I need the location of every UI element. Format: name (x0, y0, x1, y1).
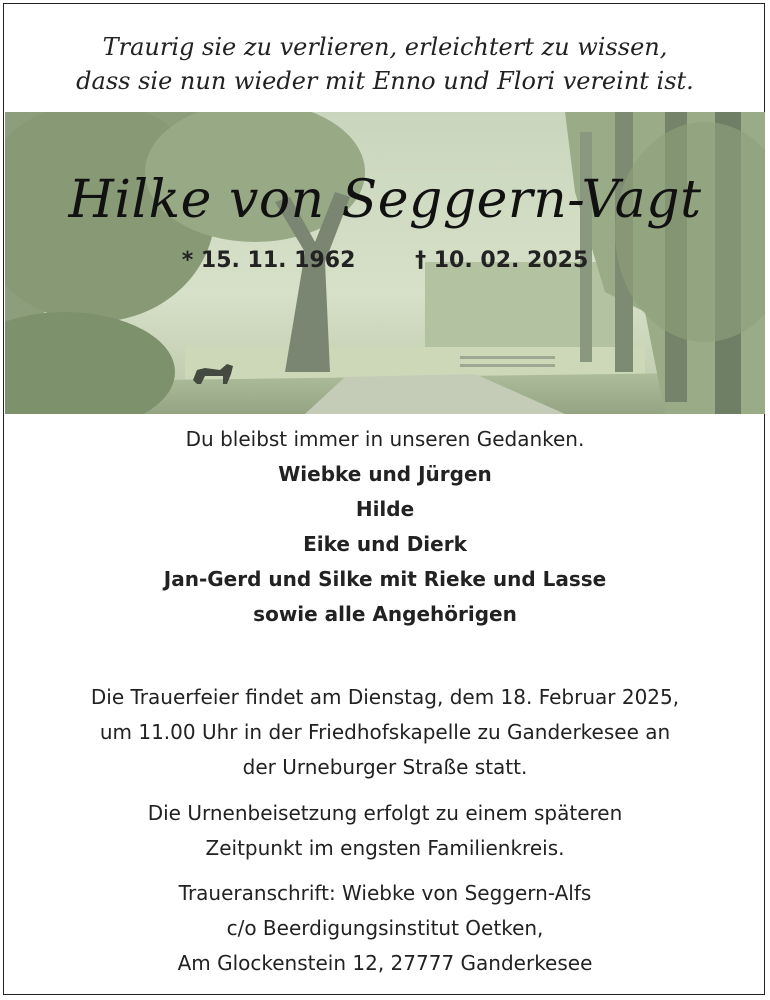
burial-line: Zeitpunkt im engsten Familienkreis. (205, 836, 565, 860)
mourner-name: Jan-Gerd und Silke mit Rieke und Lasse (163, 567, 607, 591)
mourners-section (0, 422, 770, 632)
quote-line: dass sie nun wieder mit Enno und Flori vereint ist. (76, 67, 694, 95)
deceased-name: Hilke von Seggern-Vagt (68, 170, 702, 230)
mourner-name: Hilde (355, 497, 415, 521)
mourner-name: Eike und Dierk (303, 532, 467, 556)
burial-line: Die Urnenbeisetzung erfolgt zu einem späteren (147, 801, 623, 825)
mourner-name: Wiebke und Jürgen (278, 462, 492, 486)
mourning-address (0, 876, 770, 981)
birth-date: * 15. 11. 1962 (181, 248, 356, 273)
death-date: † 10. 02. 2025 (415, 248, 589, 273)
address-line: c/o Beerdigungsinstitut Oetken, (226, 916, 544, 940)
life-dates (0, 248, 770, 273)
farewell-line: Du bleibst immer in unseren Gedanken. (185, 427, 585, 451)
address-line: Am Glockenstein 12, 27777 Ganderkesee (177, 951, 593, 975)
quote-line: Traurig sie zu verlieren, erleichtert zu wissen, (102, 33, 668, 61)
ceremony-info (0, 680, 770, 785)
mourner-name: sowie alle Angehörigen (253, 602, 517, 626)
ceremony-line: um 11.00 Uhr in der Friedhofskapelle zu Ganderkesee an (99, 720, 671, 744)
memorial-quote (0, 30, 770, 98)
burial-info (0, 796, 770, 866)
ceremony-line: der Urneburger Straße statt. (242, 755, 528, 779)
ceremony-line: Die Trauerfeier findet am Dienstag, dem 18. Februar 2025, (90, 685, 680, 709)
address-line: Traueranschrift: Wiebke von Seggern-Alfs (178, 881, 592, 905)
